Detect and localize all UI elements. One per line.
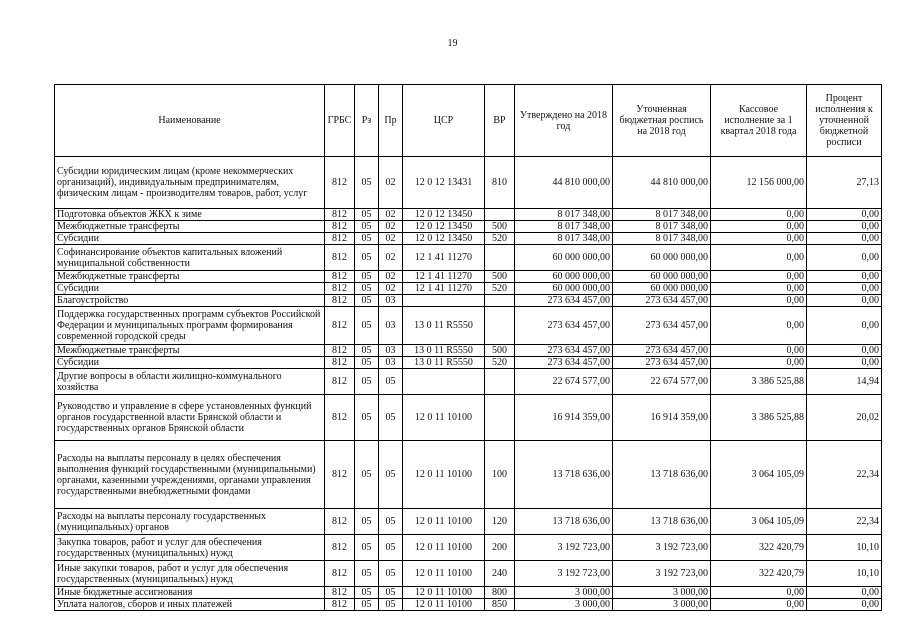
cell-grbs: 812 — [325, 599, 355, 611]
page-number: 19 — [447, 38, 458, 49]
cell-refined: 8 017 348,00 — [613, 209, 711, 221]
cell-refined: 3 000,00 — [613, 587, 711, 599]
cell-grbs: 812 — [325, 509, 355, 535]
table-row — [55, 441, 882, 509]
cell-name: Закупка товаров, работ и услуг для обеспечения государственных (муниципальных) нужд — [55, 535, 325, 561]
table-row — [55, 509, 882, 535]
table-row — [55, 587, 882, 599]
table-row — [55, 307, 882, 345]
cell-pr: 02 — [379, 245, 403, 271]
table-row — [55, 599, 882, 611]
cell-cash: 0,00 — [711, 233, 807, 245]
cell-vr: 500 — [485, 221, 515, 233]
cell-rz: 05 — [355, 221, 379, 233]
cell-name: Межбюджетные трансферты — [55, 345, 325, 357]
cell-vr — [485, 395, 515, 441]
cell-percent: 10,10 — [807, 561, 882, 587]
cell-approved: 273 634 457,00 — [515, 345, 613, 357]
cell-grbs: 812 — [325, 157, 355, 209]
table-row — [55, 369, 882, 395]
cell-cash: 322 420,79 — [711, 535, 807, 561]
cell-vr: 520 — [485, 283, 515, 295]
cell-rz: 05 — [355, 369, 379, 395]
cell-grbs: 812 — [325, 233, 355, 245]
cell-rz: 05 — [355, 587, 379, 599]
cell-percent: 0,00 — [807, 221, 882, 233]
budget-execution-table — [54, 84, 882, 611]
cell-grbs: 812 — [325, 587, 355, 599]
cell-rz: 05 — [355, 307, 379, 345]
cell-refined: 44 810 000,00 — [613, 157, 711, 209]
cell-pr: 05 — [379, 561, 403, 587]
cell-pr: 05 — [379, 395, 403, 441]
cell-pr: 02 — [379, 283, 403, 295]
cell-approved: 60 000 000,00 — [515, 245, 613, 271]
cell-percent: 0,00 — [807, 283, 882, 295]
cell-csr — [403, 369, 485, 395]
cell-csr: 12 0 12 13450 — [403, 209, 485, 221]
cell-vr: 240 — [485, 561, 515, 587]
cell-cash: 0,00 — [711, 345, 807, 357]
cell-grbs: 812 — [325, 535, 355, 561]
cell-name: Межбюджетные трансферты — [55, 221, 325, 233]
cell-approved: 8 017 348,00 — [515, 209, 613, 221]
cell-cash: 0,00 — [711, 295, 807, 307]
cell-vr — [485, 209, 515, 221]
cell-percent: 0,00 — [807, 587, 882, 599]
cell-csr: 12 1 41 11270 — [403, 271, 485, 283]
cell-refined: 60 000 000,00 — [613, 271, 711, 283]
cell-name: Субсидии — [55, 357, 325, 369]
cell-name: Подготовка объектов ЖКХ к зиме — [55, 209, 325, 221]
cell-csr: 12 0 12 13431 — [403, 157, 485, 209]
table-row — [55, 345, 882, 357]
cell-pr: 05 — [379, 441, 403, 509]
cell-vr: 120 — [485, 509, 515, 535]
cell-name: Поддержка государственных программ субъектов Российской Федерации и муниципальных программ формирования современной городской среды — [55, 307, 325, 345]
cell-cash: 3 064 105,09 — [711, 441, 807, 509]
cell-approved: 3 000,00 — [515, 599, 613, 611]
cell-approved: 13 718 636,00 — [515, 509, 613, 535]
cell-csr: 13 0 11 R5550 — [403, 345, 485, 357]
cell-percent: 0,00 — [807, 357, 882, 369]
cell-cash: 0,00 — [711, 209, 807, 221]
cell-pr: 03 — [379, 357, 403, 369]
cell-grbs: 812 — [325, 357, 355, 369]
table-row — [55, 561, 882, 587]
cell-rz: 05 — [355, 395, 379, 441]
cell-vr: 500 — [485, 271, 515, 283]
table-row — [55, 271, 882, 283]
cell-csr: 12 1 41 11270 — [403, 283, 485, 295]
cell-rz: 05 — [355, 441, 379, 509]
cell-percent: 14,94 — [807, 369, 882, 395]
cell-name: Расходы на выплаты персоналу в целях обеспечения выполнения функций государственными (муниципальными) органами, казенными учреждениями, органами управления государственными внебюджетными фондами — [55, 441, 325, 509]
cell-csr — [403, 295, 485, 307]
cell-approved: 273 634 457,00 — [515, 357, 613, 369]
cell-percent: 27,13 — [807, 157, 882, 209]
cell-grbs: 812 — [325, 307, 355, 345]
cell-pr: 05 — [379, 535, 403, 561]
cell-approved: 16 914 359,00 — [515, 395, 613, 441]
header-grbs: ГРБС — [325, 85, 355, 157]
cell-approved: 22 674 577,00 — [515, 369, 613, 395]
cell-cash: 3 386 525,88 — [711, 395, 807, 441]
header-cash: Кассовое исполнение за 1 квартал 2018 года — [711, 85, 807, 157]
table-row — [55, 245, 882, 271]
cell-percent: 0,00 — [807, 245, 882, 271]
header-approved: Утверждено на 2018 год — [515, 85, 613, 157]
cell-pr: 03 — [379, 307, 403, 345]
cell-refined: 3 192 723,00 — [613, 535, 711, 561]
cell-cash: 0,00 — [711, 245, 807, 271]
table-row — [55, 209, 882, 221]
cell-percent: 0,00 — [807, 295, 882, 307]
cell-name: Межбюджетные трансферты — [55, 271, 325, 283]
cell-rz: 05 — [355, 535, 379, 561]
cell-name: Иные бюджетные ассигнования — [55, 587, 325, 599]
cell-pr: 03 — [379, 295, 403, 307]
cell-csr: 12 0 11 10100 — [403, 561, 485, 587]
table-row — [55, 233, 882, 245]
cell-approved: 60 000 000,00 — [515, 271, 613, 283]
cell-pr: 05 — [379, 509, 403, 535]
cell-rz: 05 — [355, 599, 379, 611]
cell-grbs: 812 — [325, 395, 355, 441]
cell-name: Субсидии юридическим лицам (кроме некоммерческих организаций), индивидуальным предпринимателям, физическим лицам - производителям товаров, работ, услуг — [55, 157, 325, 209]
cell-grbs: 812 — [325, 271, 355, 283]
cell-approved: 8 017 348,00 — [515, 221, 613, 233]
cell-approved: 273 634 457,00 — [515, 307, 613, 345]
cell-approved: 3 192 723,00 — [515, 561, 613, 587]
cell-percent: 0,00 — [807, 271, 882, 283]
cell-cash: 12 156 000,00 — [711, 157, 807, 209]
cell-vr — [485, 245, 515, 271]
table-row — [55, 395, 882, 441]
cell-refined: 273 634 457,00 — [613, 357, 711, 369]
cell-percent: 0,00 — [807, 599, 882, 611]
cell-refined: 3 192 723,00 — [613, 561, 711, 587]
header-vr: ВР — [485, 85, 515, 157]
cell-refined: 16 914 359,00 — [613, 395, 711, 441]
cell-cash: 0,00 — [711, 587, 807, 599]
header-pr: Пр — [379, 85, 403, 157]
table-row — [55, 157, 882, 209]
table-row — [55, 535, 882, 561]
cell-percent: 0,00 — [807, 233, 882, 245]
cell-csr: 12 0 11 10100 — [403, 535, 485, 561]
cell-pr: 03 — [379, 345, 403, 357]
cell-csr: 12 0 11 10100 — [403, 395, 485, 441]
cell-csr: 12 0 11 10100 — [403, 587, 485, 599]
cell-grbs: 812 — [325, 561, 355, 587]
cell-grbs: 812 — [325, 345, 355, 357]
cell-vr: 850 — [485, 599, 515, 611]
cell-vr: 100 — [485, 441, 515, 509]
cell-refined: 273 634 457,00 — [613, 345, 711, 357]
cell-vr — [485, 369, 515, 395]
cell-name: Расходы на выплаты персоналу государственных (муниципальных) органов — [55, 509, 325, 535]
cell-refined: 13 718 636,00 — [613, 441, 711, 509]
cell-cash: 0,00 — [711, 271, 807, 283]
cell-cash: 0,00 — [711, 283, 807, 295]
cell-approved: 3 000,00 — [515, 587, 613, 599]
cell-refined: 3 000,00 — [613, 599, 711, 611]
cell-refined: 60 000 000,00 — [613, 245, 711, 271]
header-refined: Уточненная бюджетная роспись на 2018 год — [613, 85, 711, 157]
table-row — [55, 295, 882, 307]
cell-grbs: 812 — [325, 283, 355, 295]
cell-percent: 20,02 — [807, 395, 882, 441]
cell-rz: 05 — [355, 345, 379, 357]
cell-approved: 13 718 636,00 — [515, 441, 613, 509]
cell-cash: 3 386 525,88 — [711, 369, 807, 395]
cell-pr: 05 — [379, 369, 403, 395]
cell-rz: 05 — [355, 271, 379, 283]
cell-csr: 12 0 11 10100 — [403, 599, 485, 611]
cell-percent: 0,00 — [807, 307, 882, 345]
cell-name: Иные закупки товаров, работ и услуг для обеспечения государственных (муниципальных) нужд — [55, 561, 325, 587]
cell-approved: 3 192 723,00 — [515, 535, 613, 561]
header-csr: ЦСР — [403, 85, 485, 157]
cell-name: Благоустройство — [55, 295, 325, 307]
cell-name: Другие вопросы в области жилищно-коммунального хозяйства — [55, 369, 325, 395]
budget-table-container — [54, 84, 882, 611]
table-body — [55, 157, 882, 611]
cell-rz: 05 — [355, 245, 379, 271]
cell-rz: 05 — [355, 357, 379, 369]
cell-cash: 0,00 — [711, 307, 807, 345]
header-percent: Процент исполнения к уточненной бюджетной росписи — [807, 85, 882, 157]
cell-percent: 22,34 — [807, 509, 882, 535]
cell-csr: 12 1 41 11270 — [403, 245, 485, 271]
cell-csr: 12 0 12 13450 — [403, 221, 485, 233]
cell-name: Субсидии — [55, 233, 325, 245]
table-row — [55, 221, 882, 233]
cell-pr: 02 — [379, 221, 403, 233]
cell-csr: 12 0 11 10100 — [403, 509, 485, 535]
cell-cash: 0,00 — [711, 357, 807, 369]
table-row — [55, 283, 882, 295]
cell-csr: 13 0 11 R5550 — [403, 357, 485, 369]
cell-refined: 13 718 636,00 — [613, 509, 711, 535]
cell-vr: 800 — [485, 587, 515, 599]
cell-cash: 0,00 — [711, 221, 807, 233]
cell-refined: 273 634 457,00 — [613, 307, 711, 345]
cell-cash: 322 420,79 — [711, 561, 807, 587]
cell-approved: 8 017 348,00 — [515, 233, 613, 245]
cell-vr: 520 — [485, 233, 515, 245]
cell-cash: 3 064 105,09 — [711, 509, 807, 535]
header-name: Наименование — [55, 85, 325, 157]
cell-csr: 12 0 11 10100 — [403, 441, 485, 509]
cell-grbs: 812 — [325, 221, 355, 233]
cell-rz: 05 — [355, 209, 379, 221]
cell-grbs: 812 — [325, 369, 355, 395]
cell-approved: 273 634 457,00 — [515, 295, 613, 307]
cell-refined: 60 000 000,00 — [613, 283, 711, 295]
cell-vr: 500 — [485, 345, 515, 357]
cell-rz: 05 — [355, 295, 379, 307]
cell-pr: 02 — [379, 157, 403, 209]
cell-percent: 0,00 — [807, 345, 882, 357]
cell-percent: 10,10 — [807, 535, 882, 561]
cell-cash: 0,00 — [711, 599, 807, 611]
cell-pr: 05 — [379, 599, 403, 611]
cell-pr: 05 — [379, 587, 403, 599]
cell-rz: 05 — [355, 283, 379, 295]
cell-grbs: 812 — [325, 295, 355, 307]
cell-vr — [485, 295, 515, 307]
cell-csr: 12 0 12 13450 — [403, 233, 485, 245]
cell-percent: 22,34 — [807, 441, 882, 509]
cell-grbs: 812 — [325, 245, 355, 271]
cell-vr: 520 — [485, 357, 515, 369]
cell-rz: 05 — [355, 561, 379, 587]
cell-pr: 02 — [379, 233, 403, 245]
cell-approved: 44 810 000,00 — [515, 157, 613, 209]
cell-name: Софинансирование объектов капитальных вложений муниципальной собственности — [55, 245, 325, 271]
cell-percent: 0,00 — [807, 209, 882, 221]
cell-refined: 273 634 457,00 — [613, 295, 711, 307]
cell-vr — [485, 307, 515, 345]
header-rz: Рз — [355, 85, 379, 157]
cell-grbs: 812 — [325, 441, 355, 509]
cell-csr: 13 0 11 R5550 — [403, 307, 485, 345]
cell-vr: 200 — [485, 535, 515, 561]
cell-name: Уплата налогов, сборов и иных платежей — [55, 599, 325, 611]
cell-name: Субсидии — [55, 283, 325, 295]
cell-refined: 22 674 577,00 — [613, 369, 711, 395]
cell-rz: 05 — [355, 157, 379, 209]
cell-rz: 05 — [355, 509, 379, 535]
cell-vr: 810 — [485, 157, 515, 209]
cell-grbs: 812 — [325, 209, 355, 221]
cell-name: Руководство и управление в сфере установленных функций органов государственной власти Брянской области и государственных органов Брянской области — [55, 395, 325, 441]
cell-approved: 60 000 000,00 — [515, 283, 613, 295]
table-row — [55, 357, 882, 369]
cell-refined: 8 017 348,00 — [613, 233, 711, 245]
cell-pr: 02 — [379, 271, 403, 283]
cell-refined: 8 017 348,00 — [613, 221, 711, 233]
cell-pr: 02 — [379, 209, 403, 221]
cell-rz: 05 — [355, 233, 379, 245]
header-row — [55, 85, 882, 157]
